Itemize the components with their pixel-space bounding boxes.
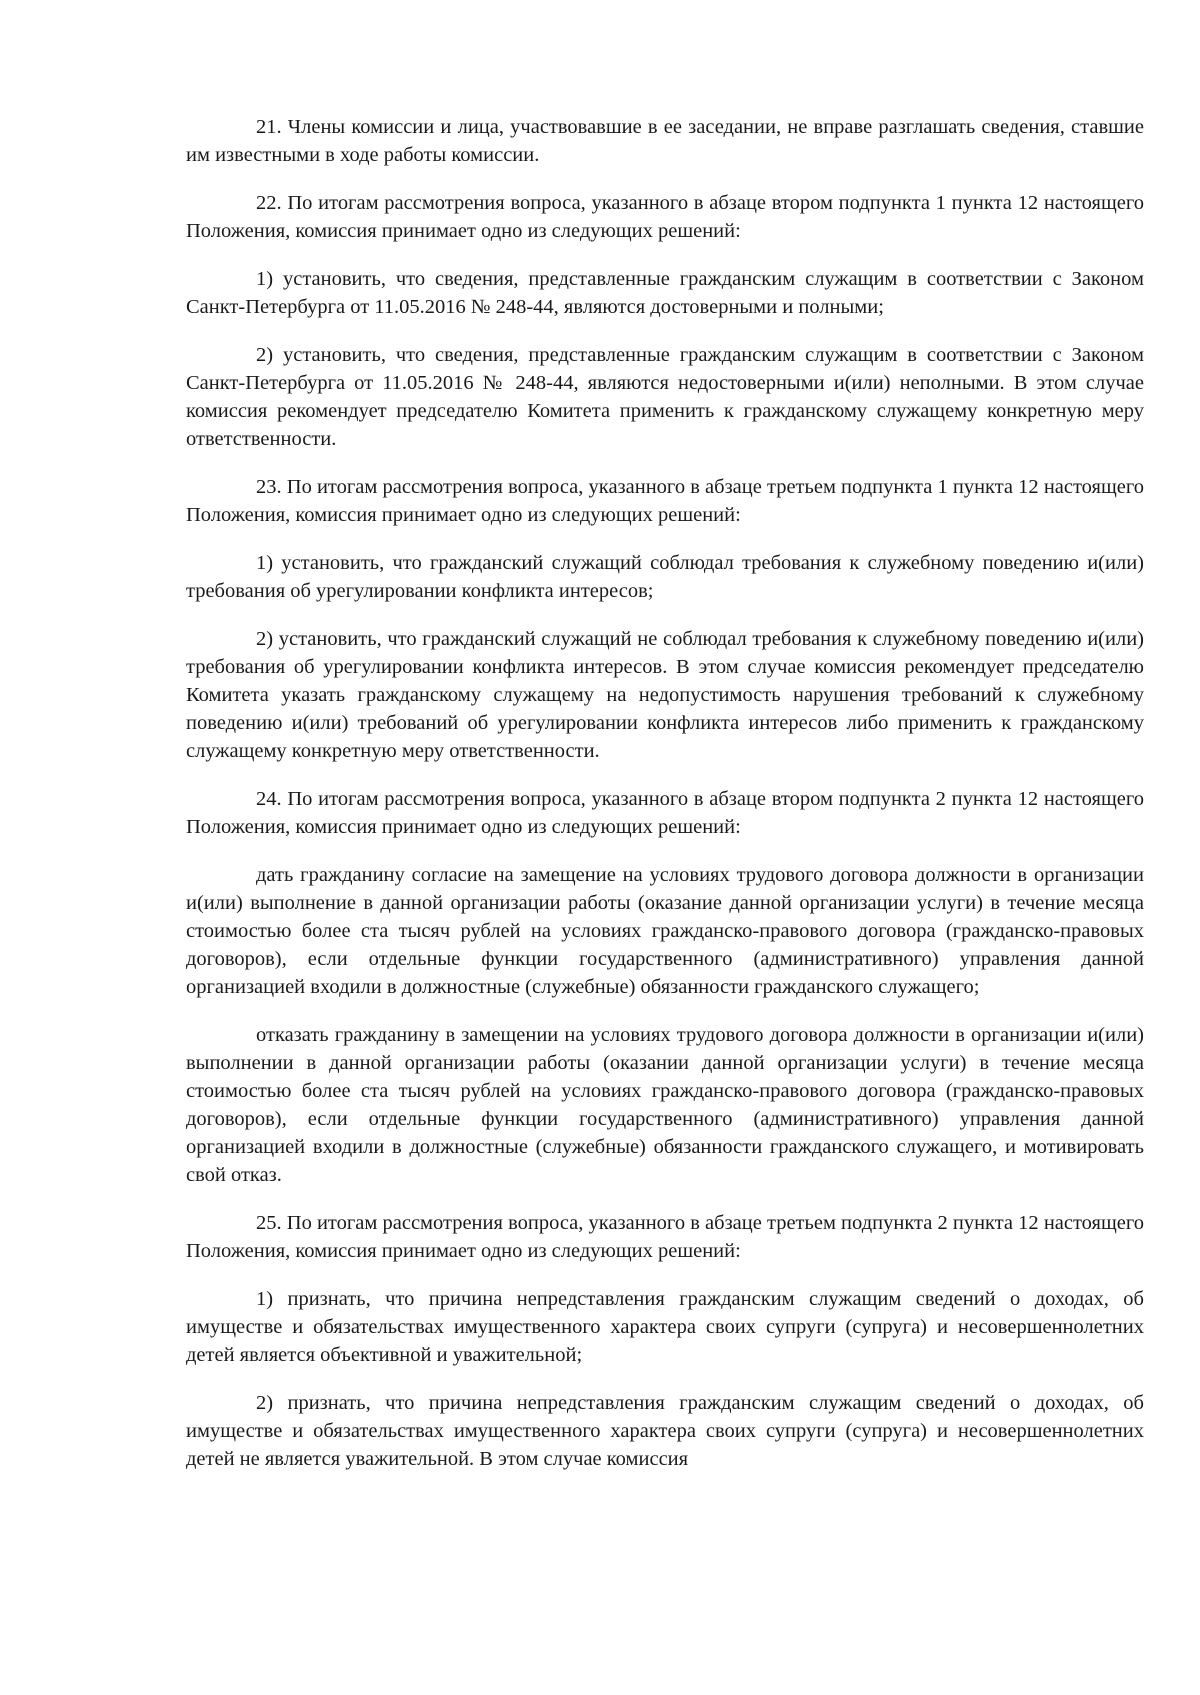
paragraph-21: 21. Члены комиссии и лица, участвовавшие в ее заседании, не вправе разглашать сведения, ставшие им известными в ходе работы комиссии.	[186, 116, 1144, 166]
paragraph-25-item-2: 2) признать, что причина непредставления гражданским служащим сведений о доходах, об имуществе и обязательствах имущественного характера своих супруги (супруга) и несовершеннолетних детей не является уважительной. В этом случае комиссия	[186, 1392, 1144, 1470]
paragraph-23-item-2: 2) установить, что гражданский служащий не соблюдал требования к служебному поведению и(или) требования об урегулировании конфликта интересов. В этом случае комиссия рекомендует председателю Комитета указать гражданскому служащему на недопустимость нарушения требований к служебному поведению и(или) требований об урегулировании конфликта интересов либо применить к гражданскому служащему конкретную меру ответственности.	[186, 628, 1144, 762]
paragraph-25: 25. По итогам рассмотрения вопроса, указанного в абзаце третьем подпункта 2 пункта 12 настоящего Положения, комиссия принимает одно из следующих решений:	[186, 1212, 1144, 1262]
paragraph-25-item-1: 1) признать, что причина непредставления гражданским служащим сведений о доходах, об имуществе и обязательствах имущественного характера своих супруги (супруга) и несовершеннолетних детей является объективной и уважительной;	[186, 1288, 1144, 1366]
paragraph-23-item-1: 1) установить, что гражданский служащий соблюдал требования к служебному поведению и(или) требования об урегулировании конфликта интересов;	[186, 552, 1144, 602]
paragraph-24-refusal: отказать гражданину в замещении на условиях трудового договора должности в организации и(или) выполнении в данной организации работы (оказании данной организации услуги) в течение месяца стоимостью более ста тысяч рублей на условиях гражданско-правового договора (гражданско-правовых договоров), если отдельные функции государственного (административного) управления данной организацией входили в должностные (служебные) обязанности гражданского служащего, и мотивировать свой отказ.	[186, 1024, 1144, 1186]
paragraph-24-consent: дать гражданину согласие на замещение на условиях трудового договора должности в организации и(или) выполнение в данной организации работы (оказание данной организации услуги) в течение месяца стоимостью более ста тысяч рублей на условиях гражданско-правового договора (гражданско-правовых договоров), если отдельные функции государственного (административного) управления данной организацией входили в должностные (служебные) обязанности гражданского служащего;	[186, 864, 1144, 998]
paragraph-22: 22. По итогам рассмотрения вопроса, указанного в абзаце втором подпункта 1 пункта 12 настоящего Положения, комиссия принимает одно из следующих решений:	[186, 192, 1144, 242]
document-page	[186, 113, 1144, 1473]
paragraph-22-item-1: 1) установить, что сведения, представленные гражданским служащим в соответствии с Законом Санкт-Петербурга от 11.05.2016 № 248-44, являются достоверными и полными;	[186, 268, 1144, 318]
paragraph-23: 23. По итогам рассмотрения вопроса, указанного в абзаце третьем подпункта 1 пункта 12 настоящего Положения, комиссия принимает одно из следующих решений:	[186, 476, 1144, 526]
paragraph-24: 24. По итогам рассмотрения вопроса, указанного в абзаце втором подпункта 2 пункта 12 настоящего Положения, комиссия принимает одно из следующих решений:	[186, 788, 1144, 838]
paragraph-22-item-2: 2) установить, что сведения, представленные гражданским служащим в соответствии с Законом Санкт-Петербурга от 11.05.2016 № 248-44, являются недостоверными и(или) неполными. В этом случае комиссия рекомендует председателю Комитета применить к гражданскому служащему конкретную меру ответственности.	[186, 344, 1144, 450]
